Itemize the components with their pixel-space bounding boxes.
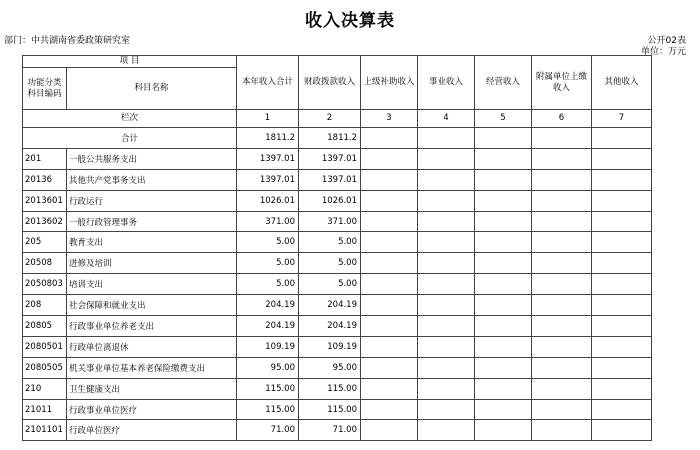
row-code: 20805 [23, 316, 67, 337]
row-empty-cell [361, 211, 418, 232]
row-empty-cell [475, 190, 532, 211]
row-empty-cell [361, 169, 418, 190]
row-name: 行政单位医疗 [67, 420, 237, 441]
row-empty-cell [592, 253, 652, 274]
row-empty-cell [418, 295, 475, 316]
row-fiscal: 115.00 [299, 399, 361, 420]
row-empty-cell [361, 316, 418, 337]
column-header: 财政拨款收入 [299, 56, 361, 110]
column-header: 本年收入合计 [237, 56, 299, 110]
table-row [23, 295, 652, 316]
row-total: 71.00 [237, 420, 299, 441]
column-number: 7 [592, 110, 652, 128]
row-code: 2050803 [23, 274, 67, 295]
row-name: 教育支出 [67, 232, 237, 253]
row-empty-cell [361, 399, 418, 420]
row-empty-cell [361, 190, 418, 211]
row-empty-cell [475, 295, 532, 316]
table-row [23, 399, 652, 420]
column-number: 5 [475, 110, 532, 128]
row-name: 行政单位离退休 [67, 336, 237, 357]
column-number: 4 [418, 110, 475, 128]
row-empty-cell [592, 211, 652, 232]
column-number: 3 [361, 110, 418, 128]
row-empty-cell [418, 148, 475, 169]
column-header: 附属单位上缴收入 [532, 56, 592, 110]
row-empty-cell [361, 274, 418, 295]
subject-name-header: 科目名称 [67, 68, 237, 110]
row-empty-cell [418, 357, 475, 378]
row-total: 109.19 [237, 336, 299, 357]
row-empty-cell [592, 420, 652, 441]
row-empty-cell [532, 148, 592, 169]
table-row [23, 378, 652, 399]
table-row [23, 190, 652, 211]
row-total: 1811.2 [237, 128, 299, 149]
row-fiscal: 204.19 [299, 295, 361, 316]
row-empty-cell [532, 128, 592, 149]
row-total: 371.00 [237, 211, 299, 232]
row-empty-cell [532, 190, 592, 211]
row-name: 一般行政管理事务 [67, 211, 237, 232]
table-row [23, 232, 652, 253]
row-empty-cell [532, 295, 592, 316]
row-name: 进修及培训 [67, 253, 237, 274]
row-fiscal: 371.00 [299, 211, 361, 232]
row-total: 1397.01 [237, 148, 299, 169]
row-code: 20508 [23, 253, 67, 274]
row-fiscal: 1811.2 [299, 128, 361, 149]
row-empty-cell [418, 316, 475, 337]
department-label: 部门：中共湖南省委政策研究室 [4, 36, 131, 46]
table-code: 公开02表 [647, 36, 686, 46]
row-empty-cell [418, 232, 475, 253]
column-header: 经营收入 [475, 56, 532, 110]
row-empty-cell [418, 420, 475, 441]
row-empty-cell [475, 357, 532, 378]
row-name: 其他共产党事务支出 [67, 169, 237, 190]
row-total: 1026.01 [237, 190, 299, 211]
row-total: 5.00 [237, 274, 299, 295]
row-empty-cell [361, 232, 418, 253]
row-empty-cell [361, 253, 418, 274]
table-row [23, 169, 652, 190]
row-code: 2013601 [23, 190, 67, 211]
row-empty-cell [592, 316, 652, 337]
row-fiscal: 115.00 [299, 378, 361, 399]
row-total: 204.19 [237, 295, 299, 316]
row-empty-cell [532, 232, 592, 253]
row-empty-cell [532, 211, 592, 232]
row-total: 5.00 [237, 232, 299, 253]
row-empty-cell [592, 232, 652, 253]
row-empty-cell [361, 128, 418, 149]
row-empty-cell [475, 420, 532, 441]
row-empty-cell [532, 274, 592, 295]
row-empty-cell [532, 169, 592, 190]
column-number: 1 [237, 110, 299, 128]
row-empty-cell [418, 274, 475, 295]
row-empty-cell [361, 357, 418, 378]
row-name: 行政事业单位养老支出 [67, 316, 237, 337]
row-empty-cell [532, 253, 592, 274]
row-fiscal: 1026.01 [299, 190, 361, 211]
income-table [22, 55, 652, 441]
project-header: 项 目 [23, 56, 237, 68]
row-empty-cell [361, 336, 418, 357]
row-empty-cell [475, 128, 532, 149]
row-fiscal: 109.19 [299, 336, 361, 357]
row-code: 208 [23, 295, 67, 316]
column-header: 事业收入 [418, 56, 475, 110]
table-row [23, 148, 652, 169]
row-empty-cell [475, 336, 532, 357]
table-row [23, 420, 652, 441]
row-code: 205 [23, 232, 67, 253]
row-empty-cell [475, 316, 532, 337]
row-empty-cell [475, 399, 532, 420]
row-name: 培训支出 [67, 274, 237, 295]
table-row [23, 336, 652, 357]
row-empty-cell [418, 128, 475, 149]
row-empty-cell [475, 274, 532, 295]
row-empty-cell [592, 148, 652, 169]
row-fiscal: 1397.01 [299, 148, 361, 169]
row-code: 21011 [23, 399, 67, 420]
table-row [23, 274, 652, 295]
row-empty-cell [361, 378, 418, 399]
row-empty-cell [361, 420, 418, 441]
row-fiscal: 5.00 [299, 232, 361, 253]
row-empty-cell [592, 378, 652, 399]
row-total: 1397.01 [237, 169, 299, 190]
row-empty-cell [592, 399, 652, 420]
row-empty-cell [475, 211, 532, 232]
row-empty-cell [592, 357, 652, 378]
row-name: 机关事业单位基本养老保险缴费支出 [67, 357, 237, 378]
row-fiscal: 5.00 [299, 274, 361, 295]
row-fiscal: 5.00 [299, 253, 361, 274]
row-name: 行政运行 [67, 190, 237, 211]
column-number: 2 [299, 110, 361, 128]
row-fiscal: 95.00 [299, 357, 361, 378]
table-row [23, 128, 652, 149]
row-empty-cell [592, 169, 652, 190]
row-code: 201 [23, 148, 67, 169]
row-code: 210 [23, 378, 67, 399]
row-code: 2013602 [23, 211, 67, 232]
row-empty-cell [592, 295, 652, 316]
row-name: 合计 [23, 128, 237, 149]
row-code: 2101101 [23, 420, 67, 441]
column-header: 上级补助收入 [361, 56, 418, 110]
row-empty-cell [592, 190, 652, 211]
row-empty-cell [592, 336, 652, 357]
func-code-header: 功能分类科目编码 [23, 68, 67, 110]
row-empty-cell [418, 399, 475, 420]
row-empty-cell [418, 336, 475, 357]
row-empty-cell [475, 253, 532, 274]
table-row [23, 253, 652, 274]
row-empty-cell [361, 295, 418, 316]
row-total: 204.19 [237, 316, 299, 337]
row-empty-cell [592, 128, 652, 149]
row-total: 115.00 [237, 399, 299, 420]
row-empty-cell [592, 274, 652, 295]
row-name: 行政事业单位医疗 [67, 399, 237, 420]
row-empty-cell [532, 357, 592, 378]
row-code: 20136 [23, 169, 67, 190]
page-title: 收入决算表 [305, 11, 395, 31]
row-empty-cell [532, 378, 592, 399]
table-row [23, 211, 652, 232]
row-empty-cell [532, 336, 592, 357]
table-row [23, 316, 652, 337]
row-empty-cell [418, 169, 475, 190]
row-empty-cell [361, 148, 418, 169]
row-empty-cell [475, 148, 532, 169]
row-total: 115.00 [237, 378, 299, 399]
row-fiscal: 71.00 [299, 420, 361, 441]
row-empty-cell [418, 190, 475, 211]
row-number-label: 栏次 [23, 110, 237, 128]
row-empty-cell [532, 316, 592, 337]
row-code: 2080501 [23, 336, 67, 357]
table-row [23, 357, 652, 378]
column-number: 6 [532, 110, 592, 128]
row-empty-cell [418, 378, 475, 399]
row-empty-cell [532, 399, 592, 420]
column-header: 其他收入 [592, 56, 652, 110]
row-fiscal: 1397.01 [299, 169, 361, 190]
row-empty-cell [475, 232, 532, 253]
row-empty-cell [418, 211, 475, 232]
row-name: 一般公共服务支出 [67, 148, 237, 169]
row-code: 2080505 [23, 357, 67, 378]
row-fiscal: 204.19 [299, 316, 361, 337]
row-total: 5.00 [237, 253, 299, 274]
row-empty-cell [475, 378, 532, 399]
row-empty-cell [475, 169, 532, 190]
row-empty-cell [532, 420, 592, 441]
row-empty-cell [418, 253, 475, 274]
row-total: 95.00 [237, 357, 299, 378]
row-name: 卫生健康支出 [67, 378, 237, 399]
row-name: 社会保障和就业支出 [67, 295, 237, 316]
unit-label: 单位：万元 [640, 47, 686, 57]
